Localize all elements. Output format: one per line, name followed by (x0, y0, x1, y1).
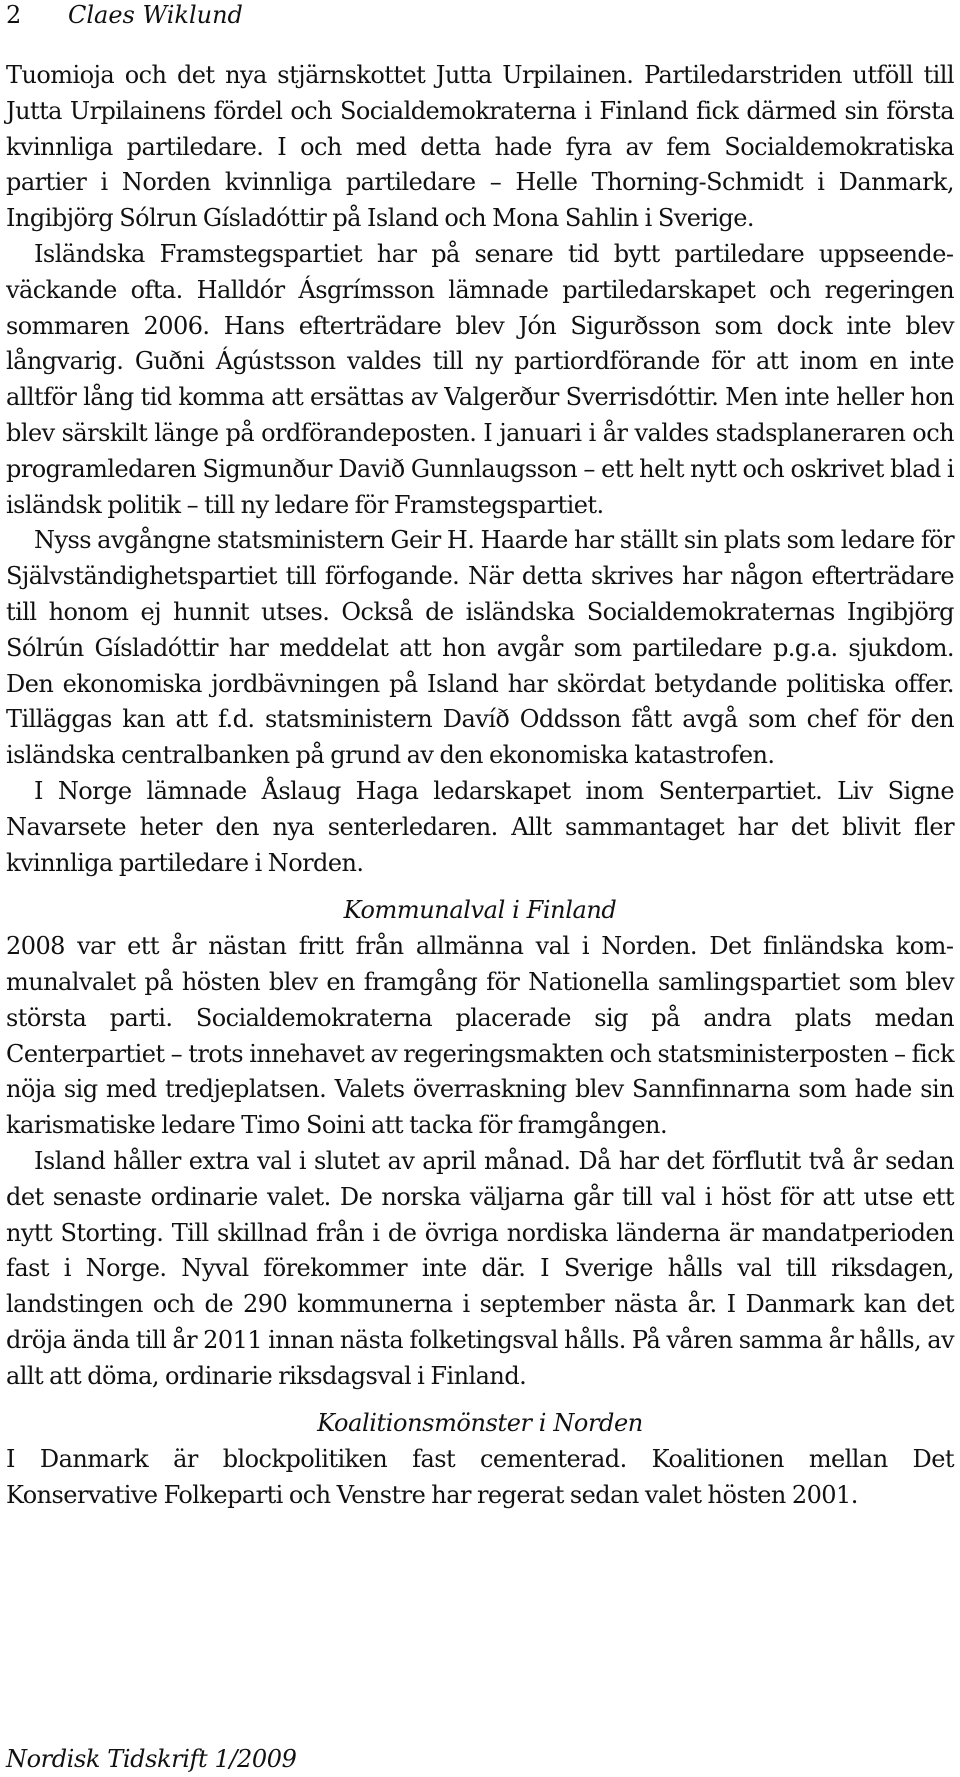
paragraph-2: Isländska Framstegspartiet har på senare tid bytt partiledare uppseendeväckande ofta. Halldór Ásgrímsson lämnade partiledarskapet och regeringen sommaren 2006. Hans efterträdare blev Jón Sigurðsson som dock inte blev långvarig. Guðni Ágústsson valdes till ny partiordförande för att inom en inte alltför lång tid komma att ersättas av Valgerður Sverrisdóttir. Men inte heller hon blev särskilt länge på ordförandeposten. I januari i år valdes stadsplaneraren och programledaren Sigmunður Davið Gunnlaugsson – ett helt nytt och oskrivet blad i isländsk politik – till ny ledare för Framstegspartiet. (6, 239, 954, 519)
paragraph-3: Nyss avgångne statsministern Geir H. Haarde har ställt sin plats som ledare för Självständighetspartiet till förfogande. När detta skrives har någon efterträdare till honom ej hunnit utses. Också de isländska Socialdemokraternas Ingibjörg Sólrún Gísladóttir har meddelat att hon avgår som partiledare p.g.a. sjukdom. Den ekonomiska jordbävningen på Island har skördat betydande politiska offer. Tilläggas kan att f.d. statsministern Davíð Oddsson fått avgå som chef för den isländska centralbanken på grund av den ekonomiska katastrofen. (6, 526, 954, 770)
section-heading-koalitionsmonster: Koalitionsmönster i Norden (317, 1409, 643, 1438)
running-head-author: Claes Wiklund (68, 1, 243, 29)
paragraph-4: I Norge lämnade Åslaug Haga ledarskapet inom Senterpartiet. Liv Signe Navarsete heter den nya senterledaren. Allt sammantaget har det blivit fler kvinnliga partiledare i Norden. (6, 776, 954, 877)
paragraph-5: 2008 var ett år nästan fritt från allmänna val i Norden. Det finländska kommunalvalet på hösten blev en framgång för Nationella samlingspartiet som blev största parti. Socialdemokraterna placerade sig på andra plats medan Centerpartiet – trots innehavet av regeringsmakten och statsministerposten – fick nöja sig med tredjeplatsen. Valets överraskning blev Sannfinnarna som hade sin karismatiske ledare Timo Soini att tacka för framgången. (6, 932, 954, 1140)
section-heading-kommunalval: Kommunalval i Finland (343, 896, 617, 925)
article-body (6, 58, 954, 1514)
page-number: 2 (6, 1, 22, 29)
document-page (6, 0, 954, 1777)
paragraph-7: I Danmark är blockpolitiken fast cementerad. Koalitionen mellan Det Konservative Folkeparti och Venstre har regerat sedan valet hösten 2001. (6, 1445, 954, 1510)
journal-footer: Nordisk Tidskrift 1/2009 (6, 1745, 297, 1773)
running-head (6, 0, 243, 30)
paragraph-6: Island håller extra val i slutet av april månad. Då har det förflutit två år sedan det senaste ordinarie valet. De norska väljarna går till val i höst för att utse ett nytt Storting. Till skillnad från i de övriga nordiska länderna är mandatperioden fast i Norge. Nyval förekommer inte där. I Sverige hålls val till riksdagen, landstingen och de 290 kommunerna i september nästa år. I Danmark kan det dröja ända till år 2011 innan nästa folketingsval hålls. På våren samma år hålls, av allt att döma, ordinarie riksdagsval i Finland. (6, 1146, 954, 1390)
paragraph-1: Tuomioja och det nya stjärnskottet Jutta Urpilainen. Partiledarstriden utföll till Jutta Urpilainens fördel och Socialdemokraterna i Finland fick därmed sin första kvinnliga partiledare. I och med detta hade fyra av fem Socialdemokratiska partier i Norden kvinnliga partiledare – Helle Thorning-Schmidt i Danmark, Ingibjörg Sólrun Gísladóttir på Island och Mona Sahlin i Sverige. (6, 61, 954, 233)
